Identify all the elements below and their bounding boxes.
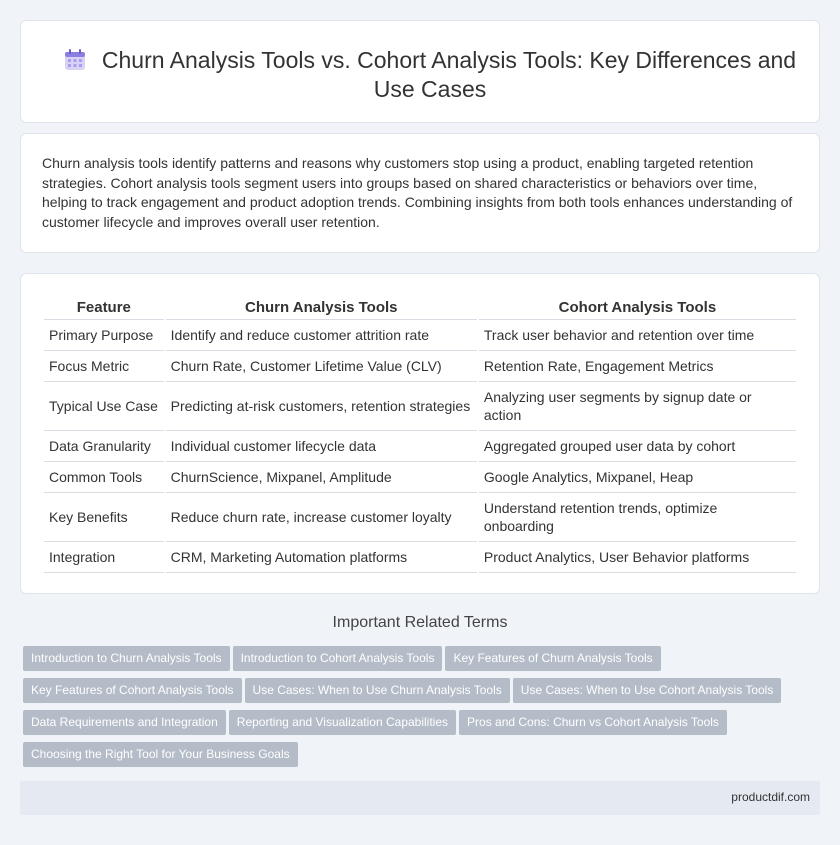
table-row [44,542,796,573]
comparison-table [42,296,798,573]
table-row [44,320,796,351]
table-cell-cohort: Track user behavior and retention over time [479,320,796,351]
table-header-row [44,296,796,320]
table-row [44,493,796,542]
table-cell-churn: ChurnScience, Mixpanel, Amplitude [166,462,477,493]
intro-card [20,133,820,253]
related-term-link[interactable]: Choosing the Right Tool for Your Business Goals [23,742,298,767]
related-term-link[interactable]: Reporting and Visualization Capabilities [229,710,456,735]
related-terms-heading: Important Related Terms [332,614,508,631]
table-row [44,351,796,382]
table-cell-cohort: Analyzing user segments by signup date or action [479,382,796,431]
table-cell-churn: Predicting at-risk customers, retention strategies [166,382,477,431]
related-term-link[interactable]: Use Cases: When to Use Churn Analysis Tools [245,678,510,703]
column-header-feature: Feature [44,296,164,320]
calendar-icon [64,49,86,71]
page-title [61,46,799,104]
related-term-link[interactable]: Key Features of Cohort Analysis Tools [23,678,242,703]
header-card [20,20,820,123]
related-term-link[interactable]: Introduction to Churn Analysis Tools [23,646,230,671]
column-header-cohort: Cohort Analysis Tools [479,296,796,320]
table-cell-cohort: Product Analytics, User Behavior platforms [479,542,796,573]
related-term-link[interactable]: Introduction to Cohort Analysis Tools [233,646,443,671]
comparison-table-card [20,273,820,594]
related-term-link[interactable]: Key Features of Churn Analysis Tools [445,646,660,671]
table-row [44,382,796,431]
table-cell-churn: Individual customer lifecycle data [166,431,477,462]
footer [20,781,820,815]
table-row [44,431,796,462]
column-header-churn: Churn Analysis Tools [166,296,477,320]
table-cell-feature: Integration [44,542,164,573]
related-terms-list [23,646,813,774]
related-term-link[interactable]: Data Requirements and Integration [23,710,226,735]
table-cell-feature: Primary Purpose [44,320,164,351]
page-title-text: Churn Analysis Tools vs. Cohort Analysis Tools: Key Differences and Use Cases [101,47,797,102]
table-row [44,462,796,493]
table-cell-cohort: Retention Rate, Engagement Metrics [479,351,796,382]
table-cell-churn: Identify and reduce customer attrition rate [166,320,477,351]
related-term-link[interactable]: Use Cases: When to Use Cohort Analysis Tools [513,678,782,703]
footer-site-link[interactable]: productdif.com [731,790,810,804]
table-cell-cohort: Understand retention trends, optimize onboarding [479,493,796,542]
table-cell-feature: Key Benefits [44,493,164,542]
table-cell-cohort: Google Analytics, Mixpanel, Heap [479,462,796,493]
related-term-link[interactable]: Pros and Cons: Churn vs Cohort Analysis Tools [459,710,727,735]
table-cell-churn: Reduce churn rate, increase customer loyalty [166,493,477,542]
table-cell-churn: Churn Rate, Customer Lifetime Value (CLV) [166,351,477,382]
table-cell-feature: Common Tools [44,462,164,493]
table-cell-feature: Focus Metric [44,351,164,382]
table-cell-feature: Typical Use Case [44,382,164,431]
intro-paragraph: Churn analysis tools identify patterns and reasons why customers stop using a product, enabling targeted retention strategies. Cohort analysis tools segment users into groups based on shared characteristics or behaviors over time, helping to track engagement and product adoption trends. Combining insights from both tools enhances understanding of customer lifecycle and improves overall user retention. [42,155,793,230]
table-cell-cohort: Aggregated grouped user data by cohort [479,431,796,462]
table-cell-feature: Data Granularity [44,431,164,462]
table-cell-churn: CRM, Marketing Automation platforms [166,542,477,573]
